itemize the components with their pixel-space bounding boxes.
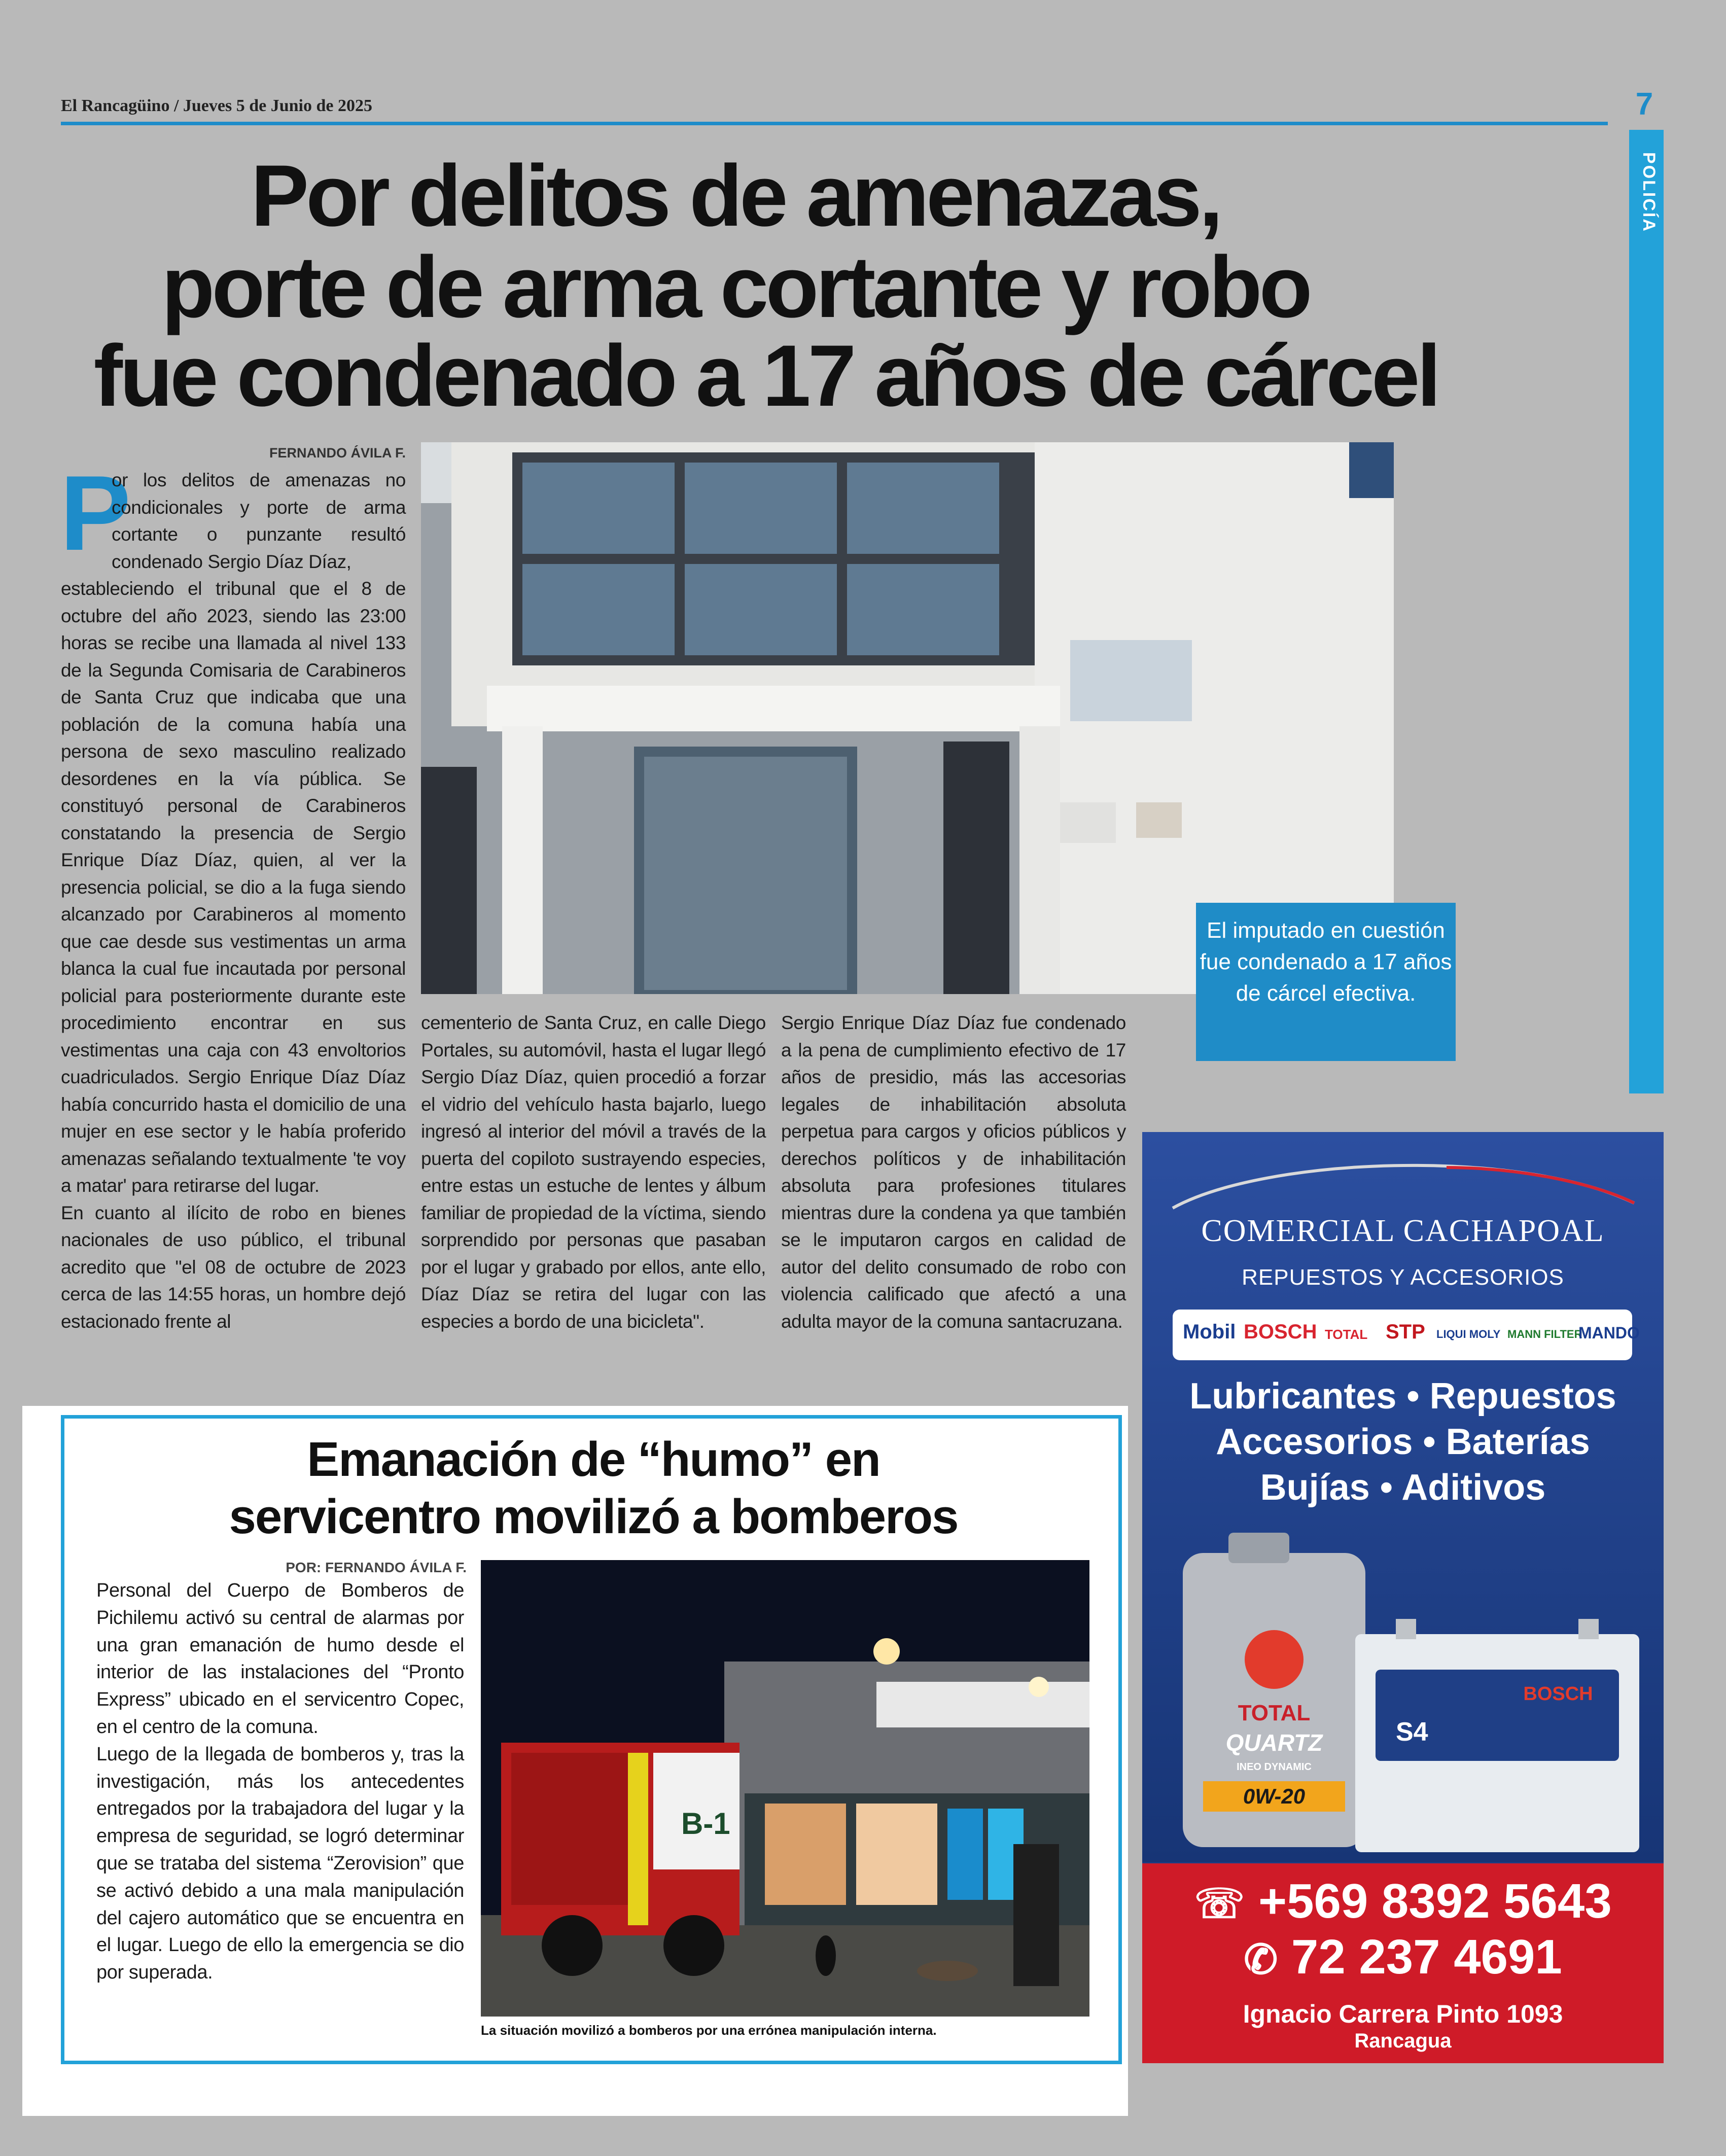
page-number: 7	[1635, 87, 1653, 122]
ad-services-line-3: Bujías • Aditivos	[1260, 1467, 1546, 1508]
phone-number[interactable]	[1142, 1929, 1664, 1985]
oil-brand-label: TOTAL	[1238, 1701, 1311, 1725]
article-lead: or los delitos de amenazas no condicionales y porte de arma cortante o punzante resultó condenado Sergio Díaz Díaz,	[112, 470, 406, 572]
article-paragraph: En cuanto al ilícito de robo en bienes nacionales de uso público, el tribunal acredito que "el 08 de octubre de 2023 cerca de las 14:55 horas, un hombre dejó estacionado frente al	[61, 1202, 406, 1332]
whatsapp-number-text: +569 8392 5643	[1258, 1874, 1612, 1928]
section-label: POLICÍA	[1639, 152, 1659, 233]
fire-truck-illustration	[481, 1560, 1089, 2017]
phone-number-text: 72 237 4691	[1291, 1930, 1562, 1984]
brand-logos-strip	[1173, 1310, 1640, 1360]
whatsapp-icon: ☏	[1194, 1881, 1245, 1926]
oil-grade-label: 0W-20	[1243, 1784, 1306, 1808]
article-byline: FERNANDO ÁVILA F.	[269, 445, 406, 461]
article-column-2: cementerio de Santa Cruz, en calle Diego Portales, su automóvil, hasta el lugar llegó Sergio Díaz Díaz, quien procedió a forzar el vidrio del vehículo hasta bajarlo, luego ingresó al interior del móvil a través de la puerta del copiloto sustrayendo especies, entre estas un estuche de lentes y álbum familiar de propiedad de la víctima, siendo sorprendido por personas que pasaban por el lugar y grabado por ellos, ante ello, Díaz Díaz se retira del lugar con las especies a bordo de una bicicleta".	[421, 1012, 766, 1332]
article-paragraph: Luego de la llegada de bomberos y, tras la investigación, más los antecedentes entregados por la trabajadora del lugar y la empresa de seguridad, se logró determinar que se trataba del sistema “Zerovision” que se activó debido a una mala manipulación del cajero automático que se encuentra en el lugar. Luego de ello la emergencia se dio por superada.	[96, 1743, 464, 1984]
truck-unit-label: B-1	[681, 1807, 730, 1841]
battery-brand-label: BOSCH	[1523, 1683, 1593, 1705]
brand-mando: MANDO	[1578, 1324, 1640, 1342]
brand-mobil: Mobil	[1183, 1321, 1236, 1343]
section-bar	[1629, 130, 1664, 1093]
headline-line-2: porte de arma cortante y robo	[161, 238, 1310, 336]
products-illustration	[1173, 1533, 1649, 1857]
secondary-byline: POR: FERNANDO ÁVILA F.	[286, 1560, 467, 1575]
ad-company-name: COMERCIAL CACHAPOAL	[1201, 1214, 1605, 1248]
headline-line-1: Por delitos de amenazas,	[251, 147, 1220, 244]
brand-stp: STP	[1386, 1321, 1425, 1343]
drop-cap: P	[60, 453, 131, 573]
ad-services-line-1: Lubricantes • Repuestos	[1189, 1376, 1616, 1417]
secondary-headline-line-2: servicentro movilizó a bomberos	[229, 1490, 958, 1544]
brand-bosch: BOSCH	[1244, 1321, 1317, 1343]
photo-caption-box: El imputado en cuestión fue condenado a 17 años de cárcel efectiva.	[1196, 903, 1456, 1061]
issue-date: Jueves 5 de Junio de 2025	[183, 96, 372, 115]
headline-line-3: fue condenado a 17 años de cárcel	[93, 327, 1438, 425]
header-rule	[61, 122, 1608, 125]
secondary-article-body	[96, 1577, 464, 1987]
secondary-photo-caption: La situación movilizó a bomberos por una errónea manipulación interna.	[481, 2023, 937, 2038]
fire-truck-photo	[481, 1560, 1089, 2017]
oil-name-label: QUARTZ	[1225, 1729, 1323, 1756]
oil-sub-label: INEO DYNAMIC	[1237, 1761, 1312, 1773]
ad-city: Rancagua	[1354, 2030, 1452, 2052]
article-column-3: Sergio Enrique Díaz Díaz fue condenado a la pena de cumplimiento efectivo de 17 años de presidio, más las accesorias legales de inhabilitación absoluta perpetua para cargos y oficios públicos y derechos políticos y de inhabilitación absoluta para profesiones titulares mientras dure la condena ya que también se le imputaron cargos en calidad de autor del delito consumado de robo con violencia calificado que afectó a una adulta mayor de la comuna santacruzana.	[781, 1012, 1126, 1332]
brand-liqui-moly: LIQUI MOLY	[1436, 1328, 1501, 1340]
battery-model-label: S4	[1396, 1717, 1428, 1747]
ad-services-line-2: Accesorios • Baterías	[1216, 1422, 1590, 1462]
article-paragraph: estableciendo el tribunal que el 8 de octubre del año 2023, siendo las 23:00 horas se recibe una llamada al nivel 133 de la Segunda Comisaria de Carabineros de Santa Cruz que indicaba que una población de la comuna había una persona de sexo masculino realizado desordenes en la vía pública. Se constituyó personal de Carabineros constatando la presencia de Sergio Enrique Díaz Díaz, quien, al ver la presencia policial, se dio a la fuga siendo alcanzado por Carabineros al momento que cae desde sus vestimentas un arma blanca la cual fue incautada por personal policial para posteriormente durante este procedimiento encontrar en sus vestimentas una caja con 43 envoltorios cuadriculados. Sergio Enrique Díaz Díaz había concurrido hasta el domicilio de una mujer en ese sector y le había proferido amenazas señalando textualmente 'te voy a matar' para retirarse del lugar.	[61, 578, 406, 1196]
brand-total: TOTAL	[1325, 1327, 1368, 1342]
article-paragraph: Personal del Cuerpo de Bomberos de Pichilemu activó su central de alarmas por una gran emanación de humo desde el interior de las instalaciones del “Pronto Express” ubicado en el servicentro Copec, en el centro de la comuna.	[96, 1580, 464, 1738]
car-swoosh-icon	[1163, 1152, 1644, 1213]
advertisement[interactable]	[1142, 1132, 1664, 2063]
phone-icon: ✆	[1244, 1937, 1278, 1982]
newspaper-name: El Rancagüino /	[61, 96, 179, 115]
whatsapp-number[interactable]	[1142, 1874, 1664, 1929]
masthead	[61, 96, 372, 116]
ad-address: Ignacio Carrera Pinto 1093	[1243, 2000, 1563, 2028]
article-column-1	[61, 467, 406, 1335]
brand-mann-filter: MANN FILTER	[1507, 1328, 1582, 1340]
secondary-headline-line-1: Emanación de “humo” en	[307, 1432, 880, 1487]
ad-tagline: REPUESTOS Y ACCESORIOS	[1242, 1265, 1564, 1290]
